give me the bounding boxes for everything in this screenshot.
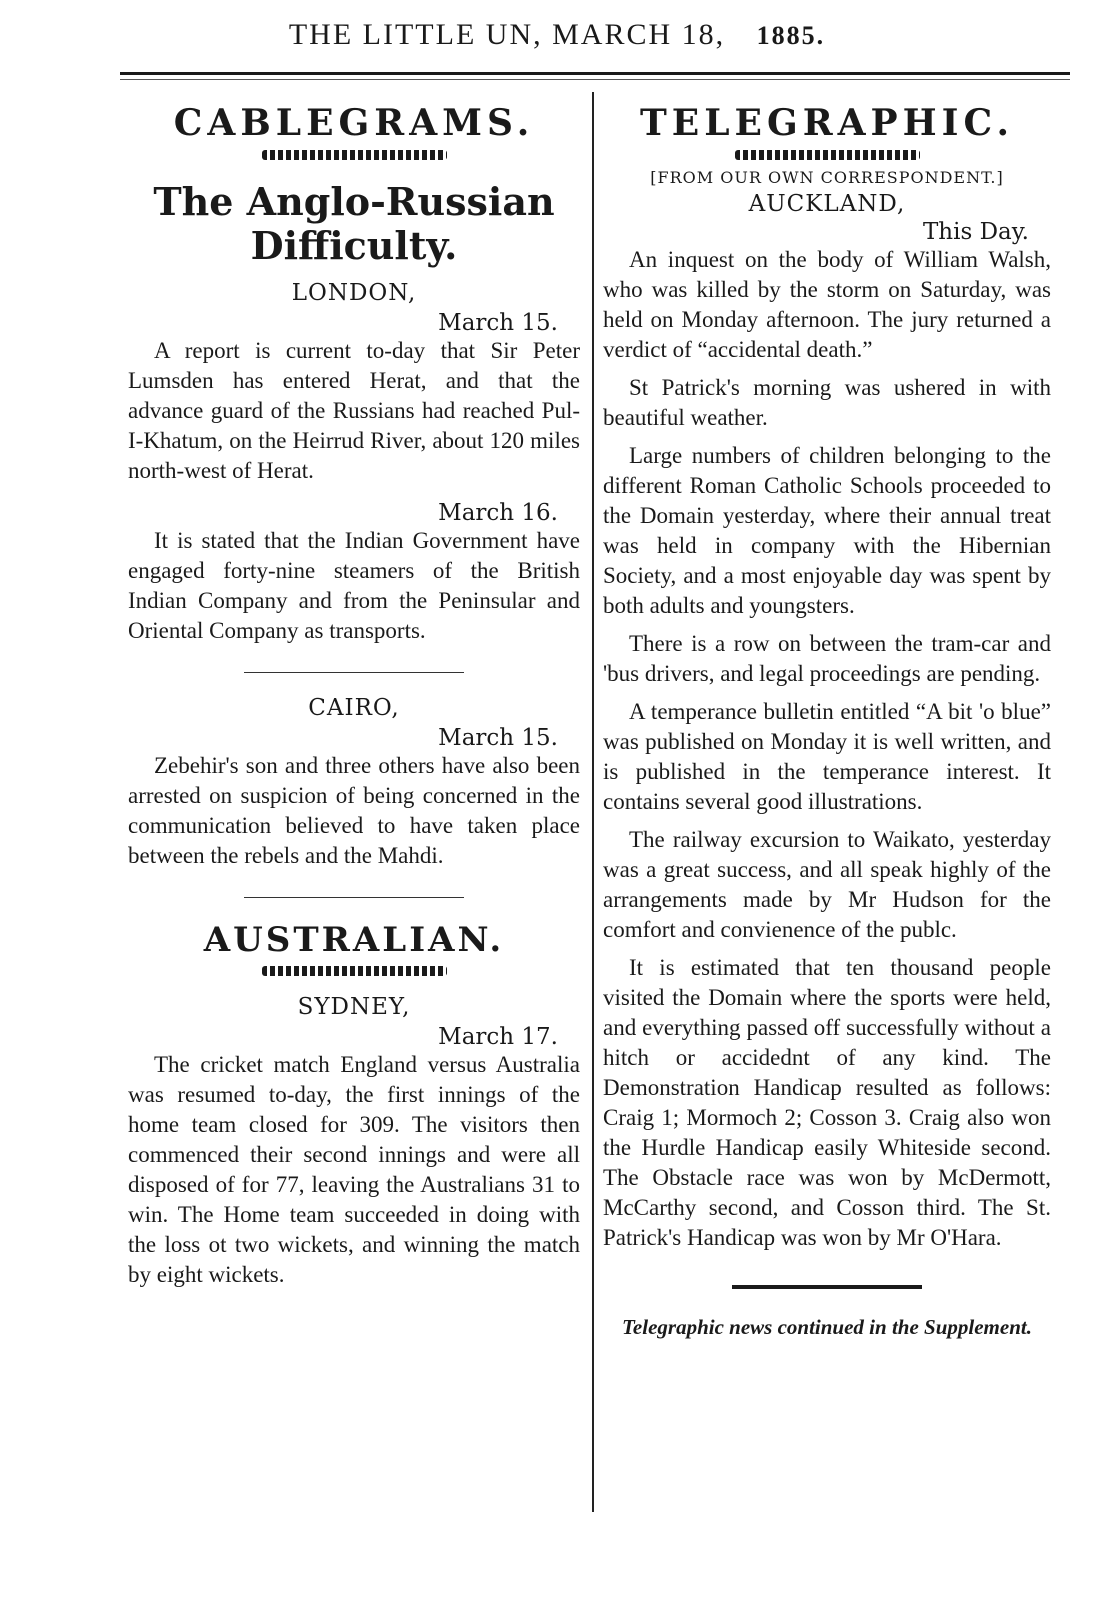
cairo-dateline-place: CAIRO, (308, 695, 400, 721)
masthead-year: 1885. (756, 21, 826, 50)
masthead-rule (120, 72, 1070, 75)
australian-heading: AUSTRALIAN. (203, 920, 505, 960)
right-column (603, 92, 1051, 1341)
divider-rule (244, 672, 464, 673)
sydney-date: March 17. (438, 1024, 558, 1050)
continued-note: Telegraphic news continued in the Supplement. (622, 1315, 1032, 1339)
london-date-2: March 16. (438, 500, 558, 526)
telegraphic-paragraph: An inquest on the body of William Walsh, who was killed by the storm on Saturday, was held on Monday afternoon. The jury returned a verdict of “accidental death.” (603, 247, 1051, 362)
wavy-rule (262, 150, 447, 160)
telegraphic-paragraph: Large numbers of children belonging to the different Roman Catholic Schools proceeded to the Domain yesterday, where their annual treat was held in company with the Hibernian Society, and a most enjoyable day was spent by both adults and youngsters. (603, 443, 1051, 618)
wavy-rule (735, 150, 920, 160)
telegraphic-paragraph: A temperance bulletin entitled “A bit 'o blue” was published on Monday it is well written, and is published in the temperance interest. It contains several good illustrations. (603, 699, 1051, 814)
wavy-rule (262, 966, 447, 976)
telegraphic-paragraph: There is a row on between the tram-car and 'bus drivers, and legal proceedings are pending. (603, 631, 1051, 686)
auckland-dateline-place: AUCKLAND, (748, 191, 906, 217)
telegraphic-heading: TELEGRAPHIC. (639, 102, 1015, 144)
left-column (128, 92, 580, 1290)
correspondent-line: [FROM OUR OWN CORRESPONDENT.] (650, 168, 1004, 187)
column-divider (592, 92, 594, 1512)
cairo-paragraph: Zebehir's son and three others have also been arrested on suspicion of being concerned in the communication believed to have taken place between the rebels and the Mahdi. (128, 753, 580, 868)
anglo-russian-headline: The Anglo-Russian Difficulty. (153, 179, 555, 268)
masthead-title: THE LITTLE UN, MARCH 18, (288, 18, 726, 51)
telegraphic-paragraph: The railway excursion to Waikato, yesterday was a great success, and all speak highly of the arrangements made by Mr Hudson for the comfort and convienence of the publc. (603, 827, 1051, 942)
london-date-1: March 15. (438, 310, 558, 336)
end-rule (732, 1285, 922, 1289)
london-dateline-place: LONDON, (291, 280, 417, 306)
telegraphic-paragraph: It is estimated that ten thousand people visited the Domain where the sports were held, and everything passed off successfully without a hitch or accidednt of any kind. The Demonstration Handicap resulted as follows: Craig 1; Mormoch 2; Cosson 3. Craig also won the Hurdle Handicap easily Whiteside second. The Obstacle race was won by McDermott, McCarthy second, and Cosson third. The St. Patrick's Handicap was won by Mr O'Hara. (603, 955, 1051, 1250)
masthead-rule-thin (120, 79, 1070, 80)
divider-rule (244, 897, 464, 898)
masthead (0, 18, 1114, 52)
sydney-paragraph: The cricket match England versus Australia was resumed to-day, the first innings of the home team closed for 309. The visitors then commenced their second innings and were all disposed of for 77, leaving the Australians 31 to win. The Home team succeeded in doing with the loss ot two wickets, and winning the match by eight wickets. (128, 1052, 580, 1287)
london-paragraph-2: It is stated that the Indian Government have engaged forty-nine steamers of the British Indian Company and from the Peninsular and Oriental Company as transports. (128, 528, 580, 643)
london-paragraph-1: A report is current to-day that Sir Peter Lumsden has entered Herat, and that the advance guard of the Russians had reached Pul-I-Khatum, on the Heirrud River, about 120 miles north-west of Herat. (128, 338, 580, 483)
cairo-date: March 15. (438, 725, 558, 751)
sydney-dateline-place: SYDNEY, (297, 994, 411, 1020)
telegraphic-paragraph: St Patrick's morning was ushered in with beautiful weather. (603, 375, 1051, 430)
auckland-date: This Day. (922, 219, 1029, 245)
cablegrams-heading: CABLEGRAMS. (173, 102, 535, 144)
